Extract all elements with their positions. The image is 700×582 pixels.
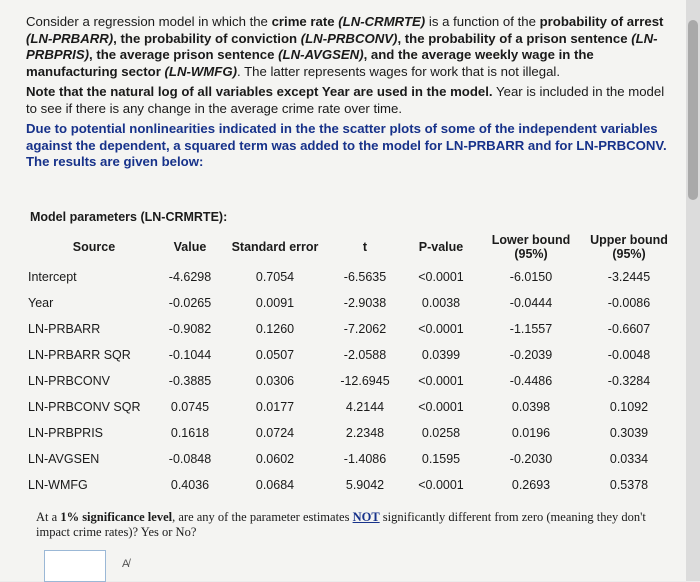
cell-std-error: 0.0507 [255, 348, 295, 362]
cell-upper-bound: -0.3284 [607, 374, 651, 388]
model-parameters-label: Model parameters (LN-CRMRTE): [30, 210, 228, 224]
cell-std-error: 0.0684 [255, 478, 295, 492]
cell-lower-bound: -0.4486 [509, 374, 553, 388]
header-upper-line2: (95%) [612, 247, 646, 261]
cell-std-error: 0.1260 [255, 322, 295, 336]
problem-intro [26, 14, 676, 175]
cell-lower-bound: -1.1557 [509, 322, 553, 336]
header-p-value: P-value [418, 240, 464, 254]
table-row [28, 264, 678, 290]
header-upper-bound [580, 230, 678, 264]
cell-source: LN-AVGSEN [28, 452, 100, 466]
cell-t: -12.6945 [340, 374, 390, 388]
intro-note: Note that the natural log of all variables except Year are used in the model. [26, 84, 493, 99]
intro-text: probability of arrest [539, 14, 664, 29]
cell-lower-bound: -6.0150 [509, 270, 553, 284]
intro-text: Year is included in the model to see if there is any change in the average crime rate over time. [26, 84, 665, 116]
header-lower-line2: (95%) [514, 247, 548, 261]
cell-lower-bound: -0.2039 [509, 348, 553, 362]
answer-input[interactable] [44, 550, 106, 582]
intro-text: is a function of the [425, 14, 540, 29]
scrollbar-thumb[interactable] [688, 20, 698, 200]
table-row [28, 316, 678, 342]
question-significance: 1% significance level [60, 510, 173, 524]
cell-upper-bound: -3.2445 [607, 270, 651, 284]
cell-lower-bound: -0.0444 [509, 296, 553, 310]
cell-value: -0.1044 [168, 348, 212, 362]
intro-variable: (LN-PRBARR) [26, 30, 114, 46]
cell-source: LN-PRBARR [28, 322, 101, 336]
header-lower-line1: Lower bound [491, 233, 571, 247]
cell-value: 0.1618 [170, 426, 210, 440]
intro-text: , and the average weekly wage in the manufacturing sector [26, 47, 594, 79]
cell-value: 0.0745 [170, 400, 210, 414]
cell-value: -4.6298 [168, 270, 212, 284]
cell-value: -0.9082 [168, 322, 212, 336]
cell-lower-bound: -0.2030 [509, 452, 553, 466]
intro-variable: (LN-PRBPRIS) [26, 30, 658, 62]
cell-std-error: 0.0177 [255, 400, 295, 414]
cell-value: -0.0265 [168, 296, 212, 310]
cell-lower-bound: 0.0196 [511, 426, 551, 440]
cell-p-value: <0.0001 [418, 322, 464, 336]
cell-t: -2.9038 [343, 296, 387, 310]
question-segment: , are any of the parameter estimates [172, 510, 353, 524]
intro-paragraph-1 [26, 14, 676, 80]
cell-source: Year [28, 296, 54, 310]
intro-text: Consider a regression model in which the [26, 14, 272, 29]
cell-p-value: 0.0038 [421, 296, 461, 310]
cell-t: -1.4086 [343, 452, 387, 466]
cell-source: LN-PRBCONV [28, 374, 110, 388]
cell-source: LN-PRBARR SQR [28, 348, 131, 362]
intro-paragraph-3: Due to potential nonlinearities indicated in the the scatter plots of some of the independent variables against the dependent, a squared term was added to the model for LN-PRBARR and for LN-PRBCONV. The results are given below: [26, 121, 667, 169]
cell-p-value: 0.0258 [421, 426, 461, 440]
cell-upper-bound: 0.3039 [609, 426, 649, 440]
vertical-scrollbar[interactable] [686, 0, 700, 581]
cell-p-value: 0.1595 [421, 452, 461, 466]
table-row [28, 420, 678, 446]
cell-p-value: <0.0001 [418, 400, 464, 414]
intro-variable: (LN-WMFG) [164, 63, 237, 79]
cell-p-value: 0.0399 [421, 348, 461, 362]
cell-p-value: <0.0001 [418, 270, 464, 284]
cell-t: 4.2144 [345, 400, 385, 414]
cell-t: -7.2062 [343, 322, 387, 336]
cell-lower-bound: 0.0398 [511, 400, 551, 414]
question-segment: significantly different from zero (meaning they don't impact crime rates)? Yes or No? [36, 510, 646, 539]
question-not-emphasis: NOT [352, 510, 380, 524]
table-row [28, 290, 678, 316]
cell-lower-bound: 0.2693 [511, 478, 551, 492]
intro-text: . The latter represents wages for work that is not illegal. [237, 63, 561, 79]
intro-variable: (LN-AVGSEN) [278, 47, 364, 62]
cell-p-value: <0.0001 [418, 478, 464, 492]
cell-std-error: 0.0724 [255, 426, 295, 440]
header-upper-line1: Upper bound [590, 233, 668, 247]
table-header-row [28, 230, 678, 264]
intro-text: , the probability of a prison sentence [397, 30, 632, 46]
cell-std-error: 0.0306 [255, 374, 295, 388]
header-value: Value [173, 240, 207, 254]
cell-p-value: <0.0001 [418, 374, 464, 388]
cell-value: 0.4036 [170, 478, 210, 492]
cell-source: Intercept [28, 270, 77, 284]
cell-source: LN-PRBPRIS [28, 426, 104, 440]
header-source: Source [72, 240, 116, 254]
table-row [28, 394, 678, 420]
cell-std-error: 0.7054 [255, 270, 295, 284]
cell-upper-bound: 0.1092 [609, 400, 649, 414]
intro-variable: (LN-PRBCONV) [300, 30, 398, 46]
cell-upper-bound: 0.5378 [609, 478, 649, 492]
cell-source: LN-PRBCONV SQR [28, 400, 141, 414]
intro-text: crime rate [271, 14, 339, 29]
table-row [28, 368, 678, 394]
cell-std-error: 0.0091 [255, 296, 295, 310]
table-row [28, 472, 678, 498]
question-text [36, 510, 676, 540]
cell-std-error: 0.0602 [255, 452, 295, 466]
question-segment: At a [36, 510, 61, 524]
cell-t: -6.5635 [343, 270, 387, 284]
header-t: t [362, 240, 368, 254]
cell-t: 2.2348 [345, 426, 385, 440]
intro-paragraph-2 [26, 84, 676, 117]
cell-t: -2.0588 [343, 348, 387, 362]
table-row [28, 342, 678, 368]
spellcheck-icon[interactable]: A̸ [122, 558, 130, 570]
cell-t: 5.9042 [345, 478, 385, 492]
header-lower-bound [482, 230, 580, 264]
intro-variable: (LN-CRMRTE) [338, 14, 426, 29]
cell-value: -0.0848 [168, 452, 212, 466]
cell-upper-bound: -0.0086 [607, 296, 651, 310]
intro-text: , the probability of conviction [113, 30, 301, 46]
model-parameters-table [28, 230, 678, 498]
cell-upper-bound: -0.6607 [607, 322, 651, 336]
intro-text: , the average prison sentence [89, 47, 279, 62]
cell-source: LN-WMFG [28, 478, 88, 492]
cell-upper-bound: 0.0334 [609, 452, 649, 466]
header-standard-error: Standard error [231, 240, 319, 254]
cell-value: -0.3885 [168, 374, 212, 388]
cell-upper-bound: -0.0048 [607, 348, 651, 362]
table-row [28, 446, 678, 472]
